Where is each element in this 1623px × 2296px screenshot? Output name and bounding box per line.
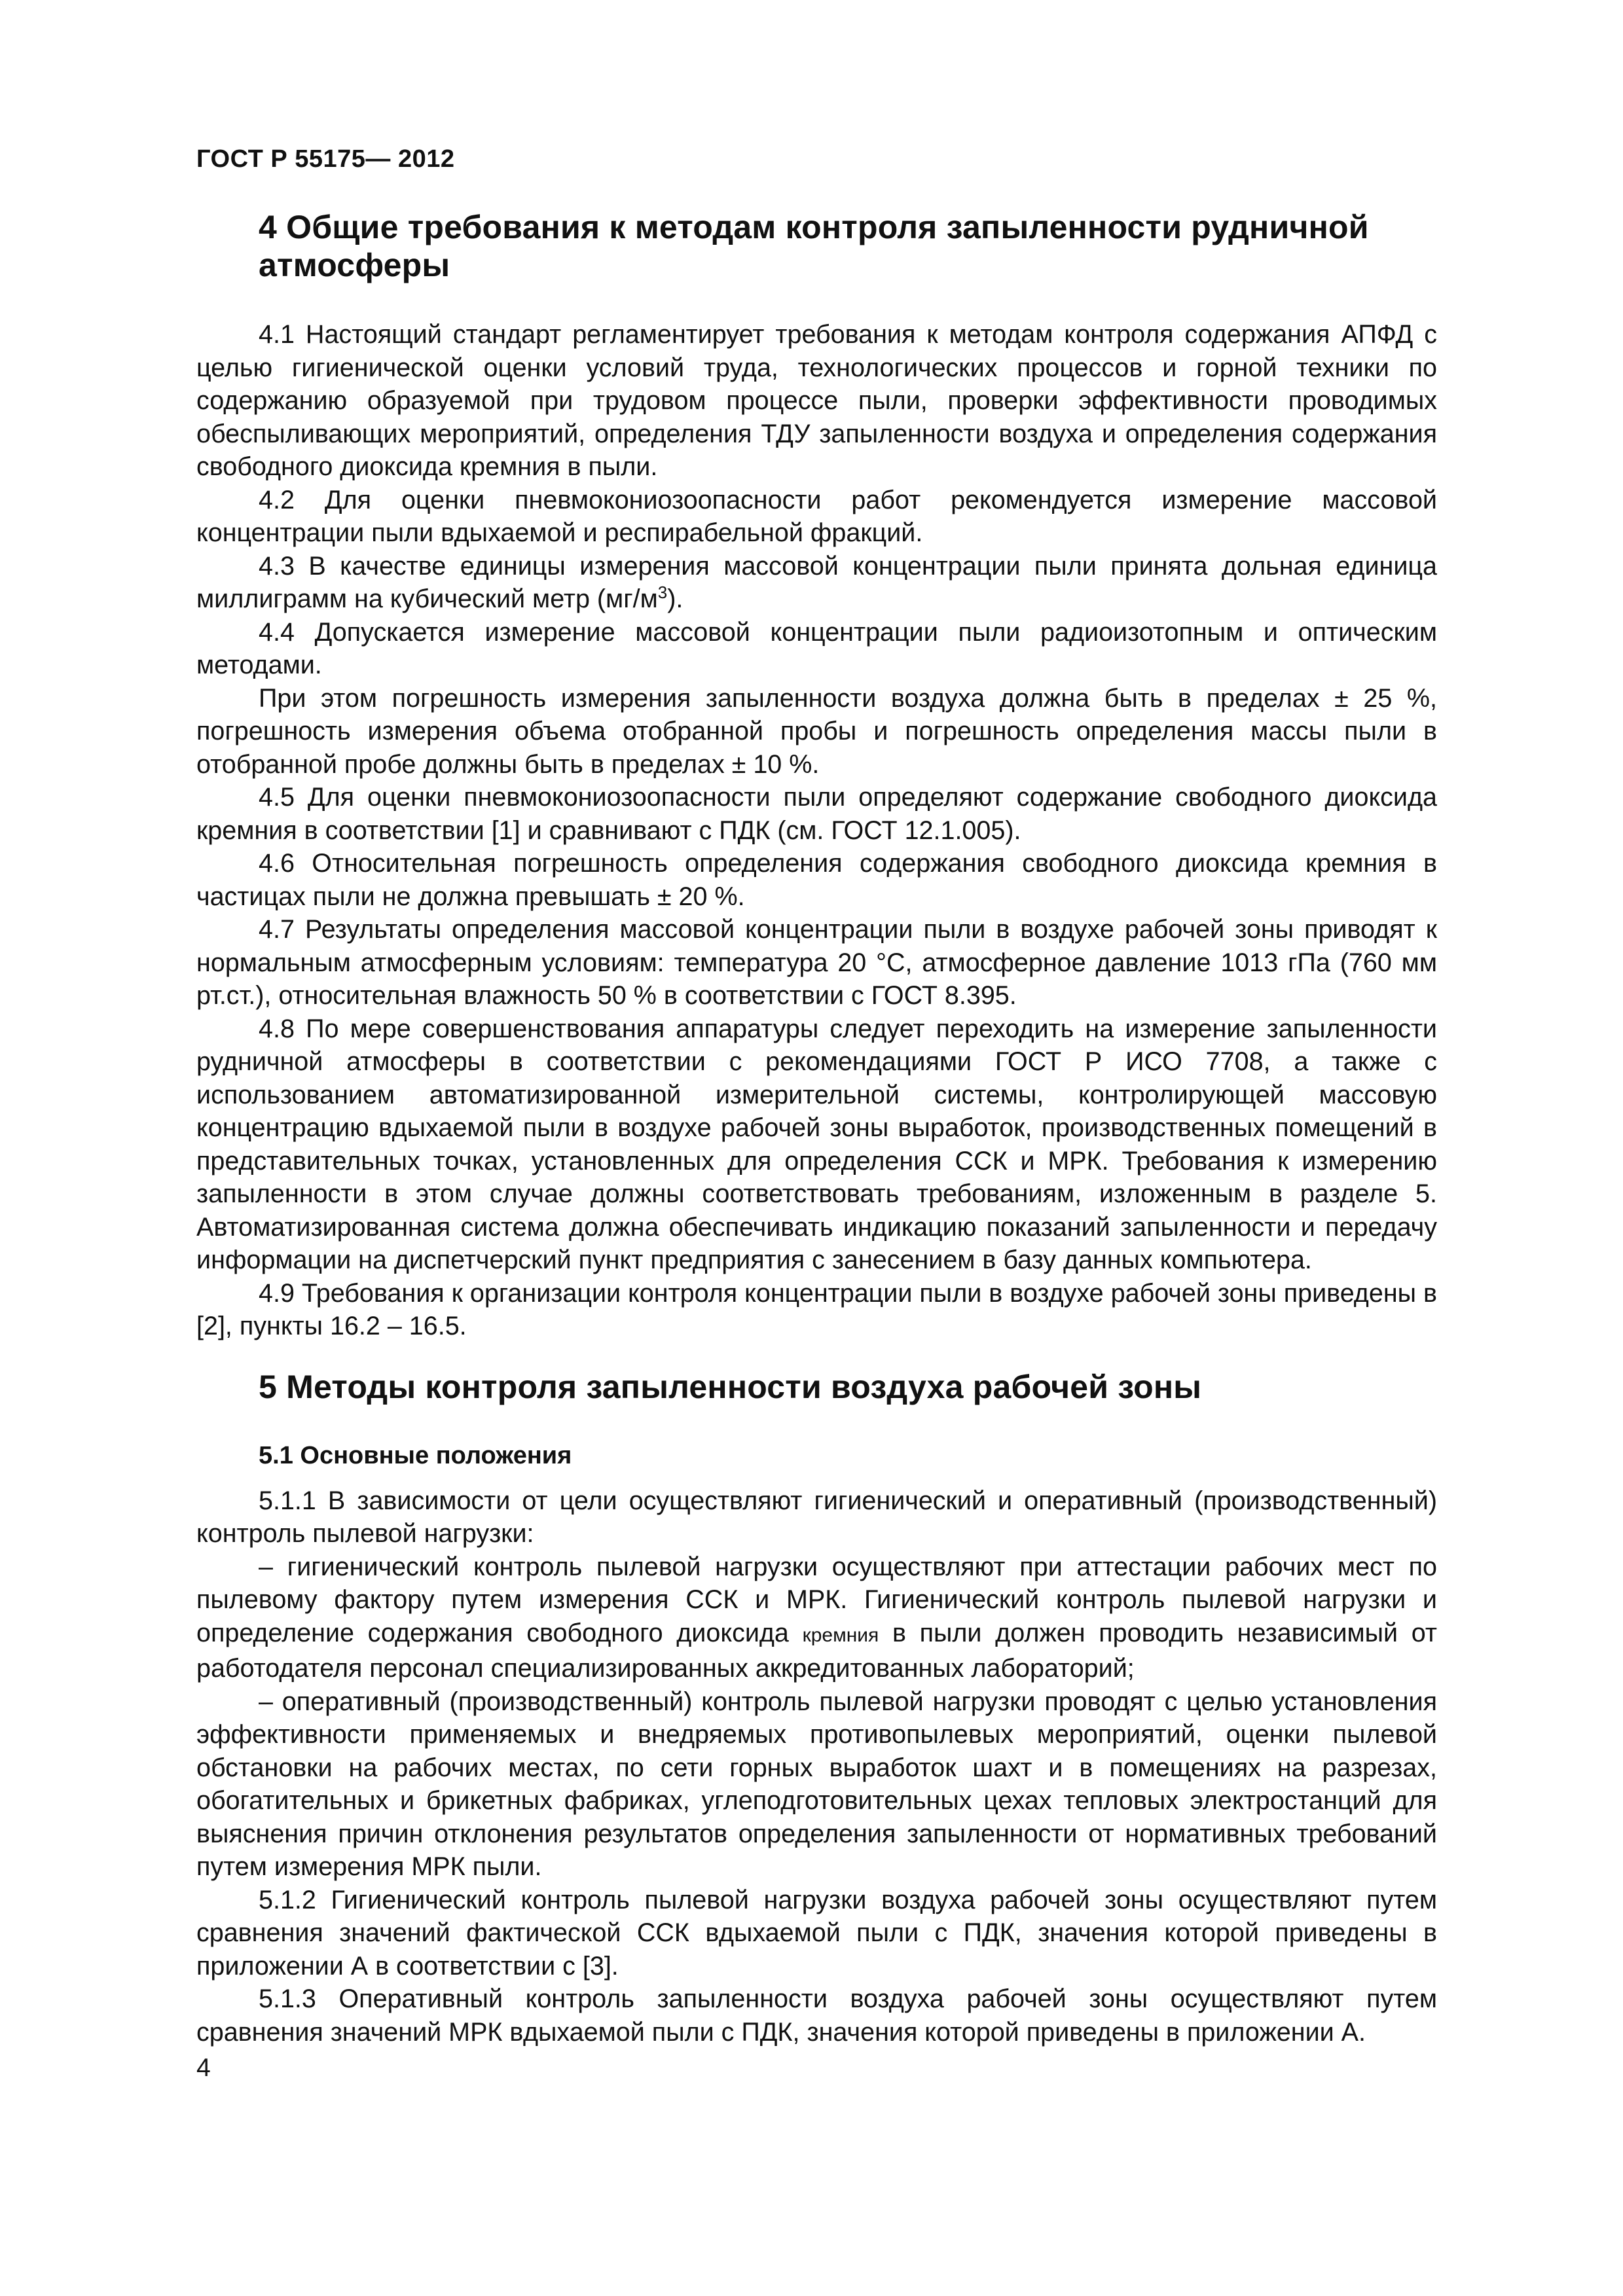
paragraph-4-8: 4.8 По мере совершенствования аппаратуры следует переходить на измерение запыленности рудничной атмосферы в соответствии с рекомендациями ГОСТ Р ИСО 7708, а также с использованием автоматизированной измерительной системы, контролирующей массовую концентрацию вдыхаемой пыли в воздухе рабочей зоны выработок, производственных помещений в представительных точках, установленных для определения ССК и МРК. Требования к измерению запыленности в этом случае должны соответствовать требованиям, изложенным в разделе 5. Автоматизированная система должна обеспечивать индикацию показаний запыленности и передачу информации на диспетчерский пункт предприятия с занесением в базу данных компьютера. <box>196 1014 1437 1274</box>
hygienic-text-end: в пыли должен проводить независимый от работодателя персонал специализированных аккредитованных лабораторий; <box>196 1618 1437 1683</box>
hygienic-small-word: кремния <box>802 1624 879 1646</box>
paragraph-4-9: 4.9 Требования к организации контроля концентрации пыли в воздухе рабочей зоны приведены в [2], пункты 16.2 – 16.5. <box>196 1278 1437 1340</box>
paragraph-4-4: 4.4 Допускается измерение массовой концентрации пыли радиоизотопным и оптическим методами. <box>196 617 1437 679</box>
paragraph-4-3 <box>196 550 1437 616</box>
paragraph-4-7: 4.7 Результаты определения массовой концентрации пыли в воздухе рабочей зоны приводят к нормальным атмосферным условиям: температура 20 °С, атмосферное давление 1013 гПа (760 мм рт.ст.), относительная влажность 50 % в соответствии с ГОСТ 8.395. <box>196 915 1437 1010</box>
paragraph-4-6: 4.6 Относительная погрешность определения содержания свободного диоксида кремния в частицах пыли не должна превышать ± 20 %. <box>196 849 1437 911</box>
paragraph-4-2: 4.2 Для оценки пневмокониозоопасности работ рекомендуется измерение массовой концентрации пыли вдыхаемой и респирабельной фракций. <box>196 485 1437 547</box>
paragraph-4-3-text: 4.3 В качестве единицы измерения массовой концентрации пыли принята дольная единица миллиграмм на кубический метр (мг/м <box>196 551 1437 613</box>
document-page <box>196 0 1437 2296</box>
paragraph-4-5: 4.5 Для оценки пневмокониозоопасности пыли определяют содержание свободного диоксида кремния в соответствии [1] и сравнивают с ПДК (см. ГОСТ 12.1.005). <box>196 783 1437 845</box>
document-header: ГОСТ Р 55175— 2012 <box>196 145 455 173</box>
paragraph-hygienic-control <box>196 1551 1437 1685</box>
subsection-5-1-title: 5.1 Основные положения <box>259 1441 572 1469</box>
page-number: 4 <box>196 2054 211 2082</box>
paragraph-4-4-cont: При этом погрешность измерения запыленности воздуха должна быть в пределах ± 25 %, погрешность измерения объема отобранной пробы и погрешность определения массы пыли в отобранной пробе должны быть в пределах ± 10 %. <box>196 683 1437 779</box>
paragraph-4-3-end: ). <box>667 584 684 613</box>
section-4-title: 4 Общие требования к методам контроля запыленности рудничной атмосферы <box>259 209 1369 283</box>
paragraph-operative-control: – оперативный (производственный) контроль пылевой нагрузки проводят с целью установления эффективности применяемых и внедряемых противопылевых мероприятий, оценки пылевой обстановки на рабочих местах, по сети горных выработок шахт и в помещениях на разрезах, обогатительных и брикетных фабриках, углеподготовительных цехах тепловых электростанций для выяснения причин отклонения результатов определения запыленности от нормативных требований путем измерения МРК пыли. <box>196 1687 1437 1881</box>
document-body <box>196 208 1437 2049</box>
paragraph-4-1: 4.1 Настоящий стандарт регламентирует требования к методам контроля содержания АПФД с целью гигиенической оценки условий труда, технологических процессов и горной техники по содержанию образуемой при трудовом процессе пыли, проверки эффективности проводимых обеспыливающих мероприятий, определения ТДУ запыленности воздуха и определения содержания свободного диоксида кремния в пыли. <box>196 320 1437 481</box>
superscript-3: 3 <box>657 582 668 602</box>
section-5-title: 5 Методы контроля запыленности воздуха рабочей зоны <box>259 1368 1202 1405</box>
paragraph-5-1-1: 5.1.1 В зависимости от цели осуществляют гигиенический и оперативный (производственный) контроль пылевой нагрузки: <box>196 1486 1437 1548</box>
paragraph-5-1-2: 5.1.2 Гигиенический контроль пылевой нагрузки воздуха рабочей зоны осуществляют путем сравнения значений фактической ССК вдыхаемой пыли с ПДК, значения которой приведены в приложении А в соответствии с [3]. <box>196 1885 1437 1981</box>
paragraph-5-1-3: 5.1.3 Оперативный контроль запыленности воздуха рабочей зоны осуществляют путем сравнения значений МРК вдыхаемой пыли с ПДК, значения которой приведены в приложении А. <box>196 1984 1437 2047</box>
hygienic-text: – гигиенический контроль пылевой нагрузки осуществляют при аттестации рабочих мест по пылевому фактору путем измерения ССК и МРК. Гигиенический контроль пылевой нагрузки и определение содержания свободного диоксида <box>196 1552 1437 1647</box>
